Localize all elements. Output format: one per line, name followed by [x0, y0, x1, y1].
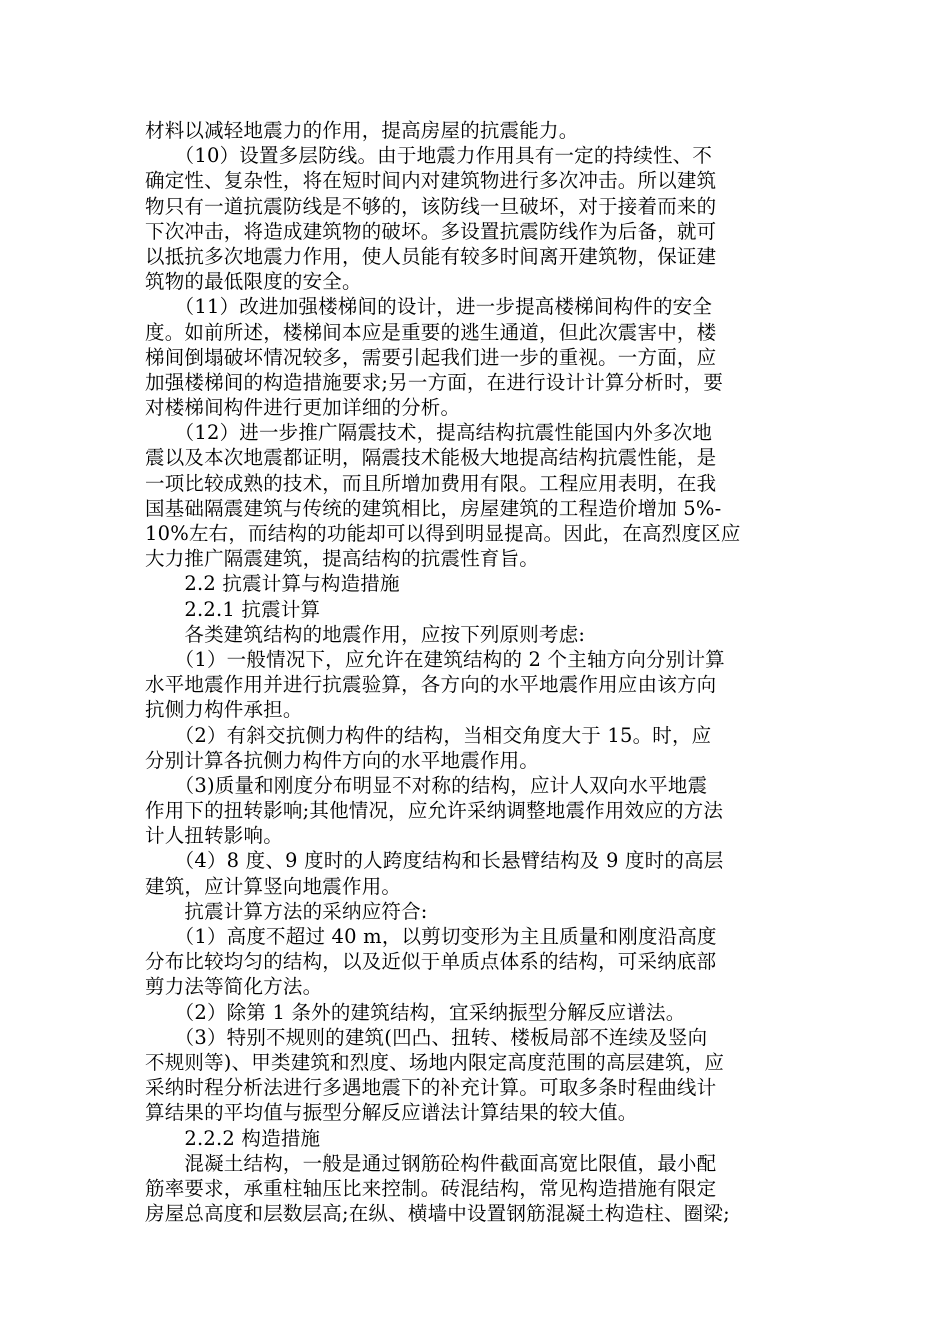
text-line: 作用下的扭转影响;其他情况，应允许采纳调整地震作用效应的方法 [145, 799, 724, 823]
text-line: 算结果的平均值与振型分解反应谱法计算结果的较大值。 [145, 1101, 638, 1125]
text-line: 水平地震作用并进行抗震验算，各方向的水平地震作用应由该方向 [145, 673, 717, 697]
text-line: （10）设置多层防线。由于地震力作用具有一定的持续性、不 [145, 144, 713, 168]
text-line: 下次冲击，将造成建筑物的破坏。多设置抗震防线作为后备，就可 [145, 219, 717, 243]
text-line: 一项比较成熟的技术，而且所增加费用有限。工程应用表明，在我 [145, 471, 717, 495]
text-line: 10%左右，而结构的功能却可以得到明显提高。因此，在高烈度区应 [145, 522, 741, 545]
text-line: 梯间倒塌破坏情况较多，需要引起我们进一步的重视。一方面，应 [145, 345, 717, 369]
text-line: 抗震计算方法的采纳应符合: [145, 899, 428, 923]
text-line: （3)质量和刚度分布明显不对称的结构，应计人双向水平地震 [145, 773, 708, 797]
text-line: （4）8 度、9 度时的人跨度结构和长悬臂结构及 9 度时的高层 [145, 849, 724, 873]
text-line: 以抵抗多次地震力作用，使人员能有较多时间离开建筑物，保证建 [145, 244, 717, 268]
text-line: 建筑，应计算竖向地震作用。 [145, 874, 402, 898]
text-line: 确定性、复杂性，将在短时间内对建筑物进行多次冲击。所以建筑 [145, 169, 717, 193]
text-line: （3）特别不规则的建筑(凹凸、扭转、楼板局部不连续及竖向 [145, 1025, 708, 1049]
subsection-heading: 2.2.2 构造措施 [145, 1126, 321, 1150]
text-line: （1）高度不超过 40 m，以剪切变形为主且质量和刚度沿高度 [145, 925, 717, 948]
text-line: 计人扭转影响。 [145, 824, 283, 848]
document-body [145, 118, 811, 1226]
text-line: 对楼梯间构件进行更加详细的分析。 [145, 396, 461, 420]
text-line: 分布比较均匀的结构，以及近似于单质点体系的结构，可采纳底部 [145, 950, 717, 974]
text-line: （11）改进加强楼梯间的设计，进一步提高楼梯间构件的安全 [145, 295, 713, 319]
section-heading: 2.2 抗震计算与构造措施 [145, 572, 400, 596]
text-line: 物只有一道抗震防线是不够的，该防线一旦破坏，对于接着而来的 [145, 194, 717, 218]
text-line: 各类建筑结构的地震作用，应按下列原则考虑: [145, 622, 586, 646]
text-line: 震以及本次地震都证明，隔震技术能极大地提高结构抗震性能，是 [145, 446, 717, 470]
text-line: （2）除第 1 条外的建筑结构，宜采纳振型分解反应谱法。 [145, 1000, 686, 1024]
text-line: （2）有斜交抗侧力构件的结构，当相交角度大于 15。时，应 [145, 723, 712, 747]
text-line: 抗侧力构件承担。 [145, 698, 303, 722]
text-line: 房屋总高度和层数层高;在纵、横墙中设置钢筋混凝土构造柱、圈梁; [145, 1202, 730, 1226]
text-line: 剪力法等简化方法。 [145, 975, 323, 999]
text-line: 度。如前所述，楼梯间本应是重要的逃生通道，但此次震害中，楼 [145, 320, 717, 344]
text-line: 采纳时程分析法进行多遇地震下的补充计算。可取多条时程曲线计 [145, 1076, 717, 1100]
subsection-heading: 2.2.1 抗震计算 [145, 597, 321, 621]
text-line: 材料以减轻地震力的作用，提高房屋的抗震能力。 [145, 119, 579, 142]
text-line: 分别计算各抗侧力构件方向的水平地震作用。 [145, 748, 540, 772]
text-line: （1）一般情况下，应允许在建筑结构的 2 个主轴方向分别计算 [145, 647, 725, 671]
text-line: 混凝土结构，一般是通过钢筋砼构件截面高宽比限值，最小配 [145, 1151, 717, 1175]
text-line: 不规则等)、甲类建筑和烈度、场地内限定高度范围的高层建筑，应 [145, 1050, 725, 1074]
text-line: 加强楼梯间的构造措施要求;另一方面，在进行设计计算分析时，要 [145, 370, 724, 394]
text-line: （12）进一步推广隔震技术，提高结构抗震性能国内外多次地 [145, 421, 713, 445]
text-line: 大力推广隔震建筑，提高结构的抗震性育旨。 [145, 547, 540, 571]
text-line: 筑物的最低限度的安全。 [145, 270, 362, 294]
text-line: 筋率要求，承重柱轴压比来控制。砖混结构，常见构造措施有限定 [145, 1176, 717, 1200]
text-line: 国基础隔震建筑与传统的建筑相比，房屋建筑的工程造价增加 5%- [145, 496, 722, 520]
